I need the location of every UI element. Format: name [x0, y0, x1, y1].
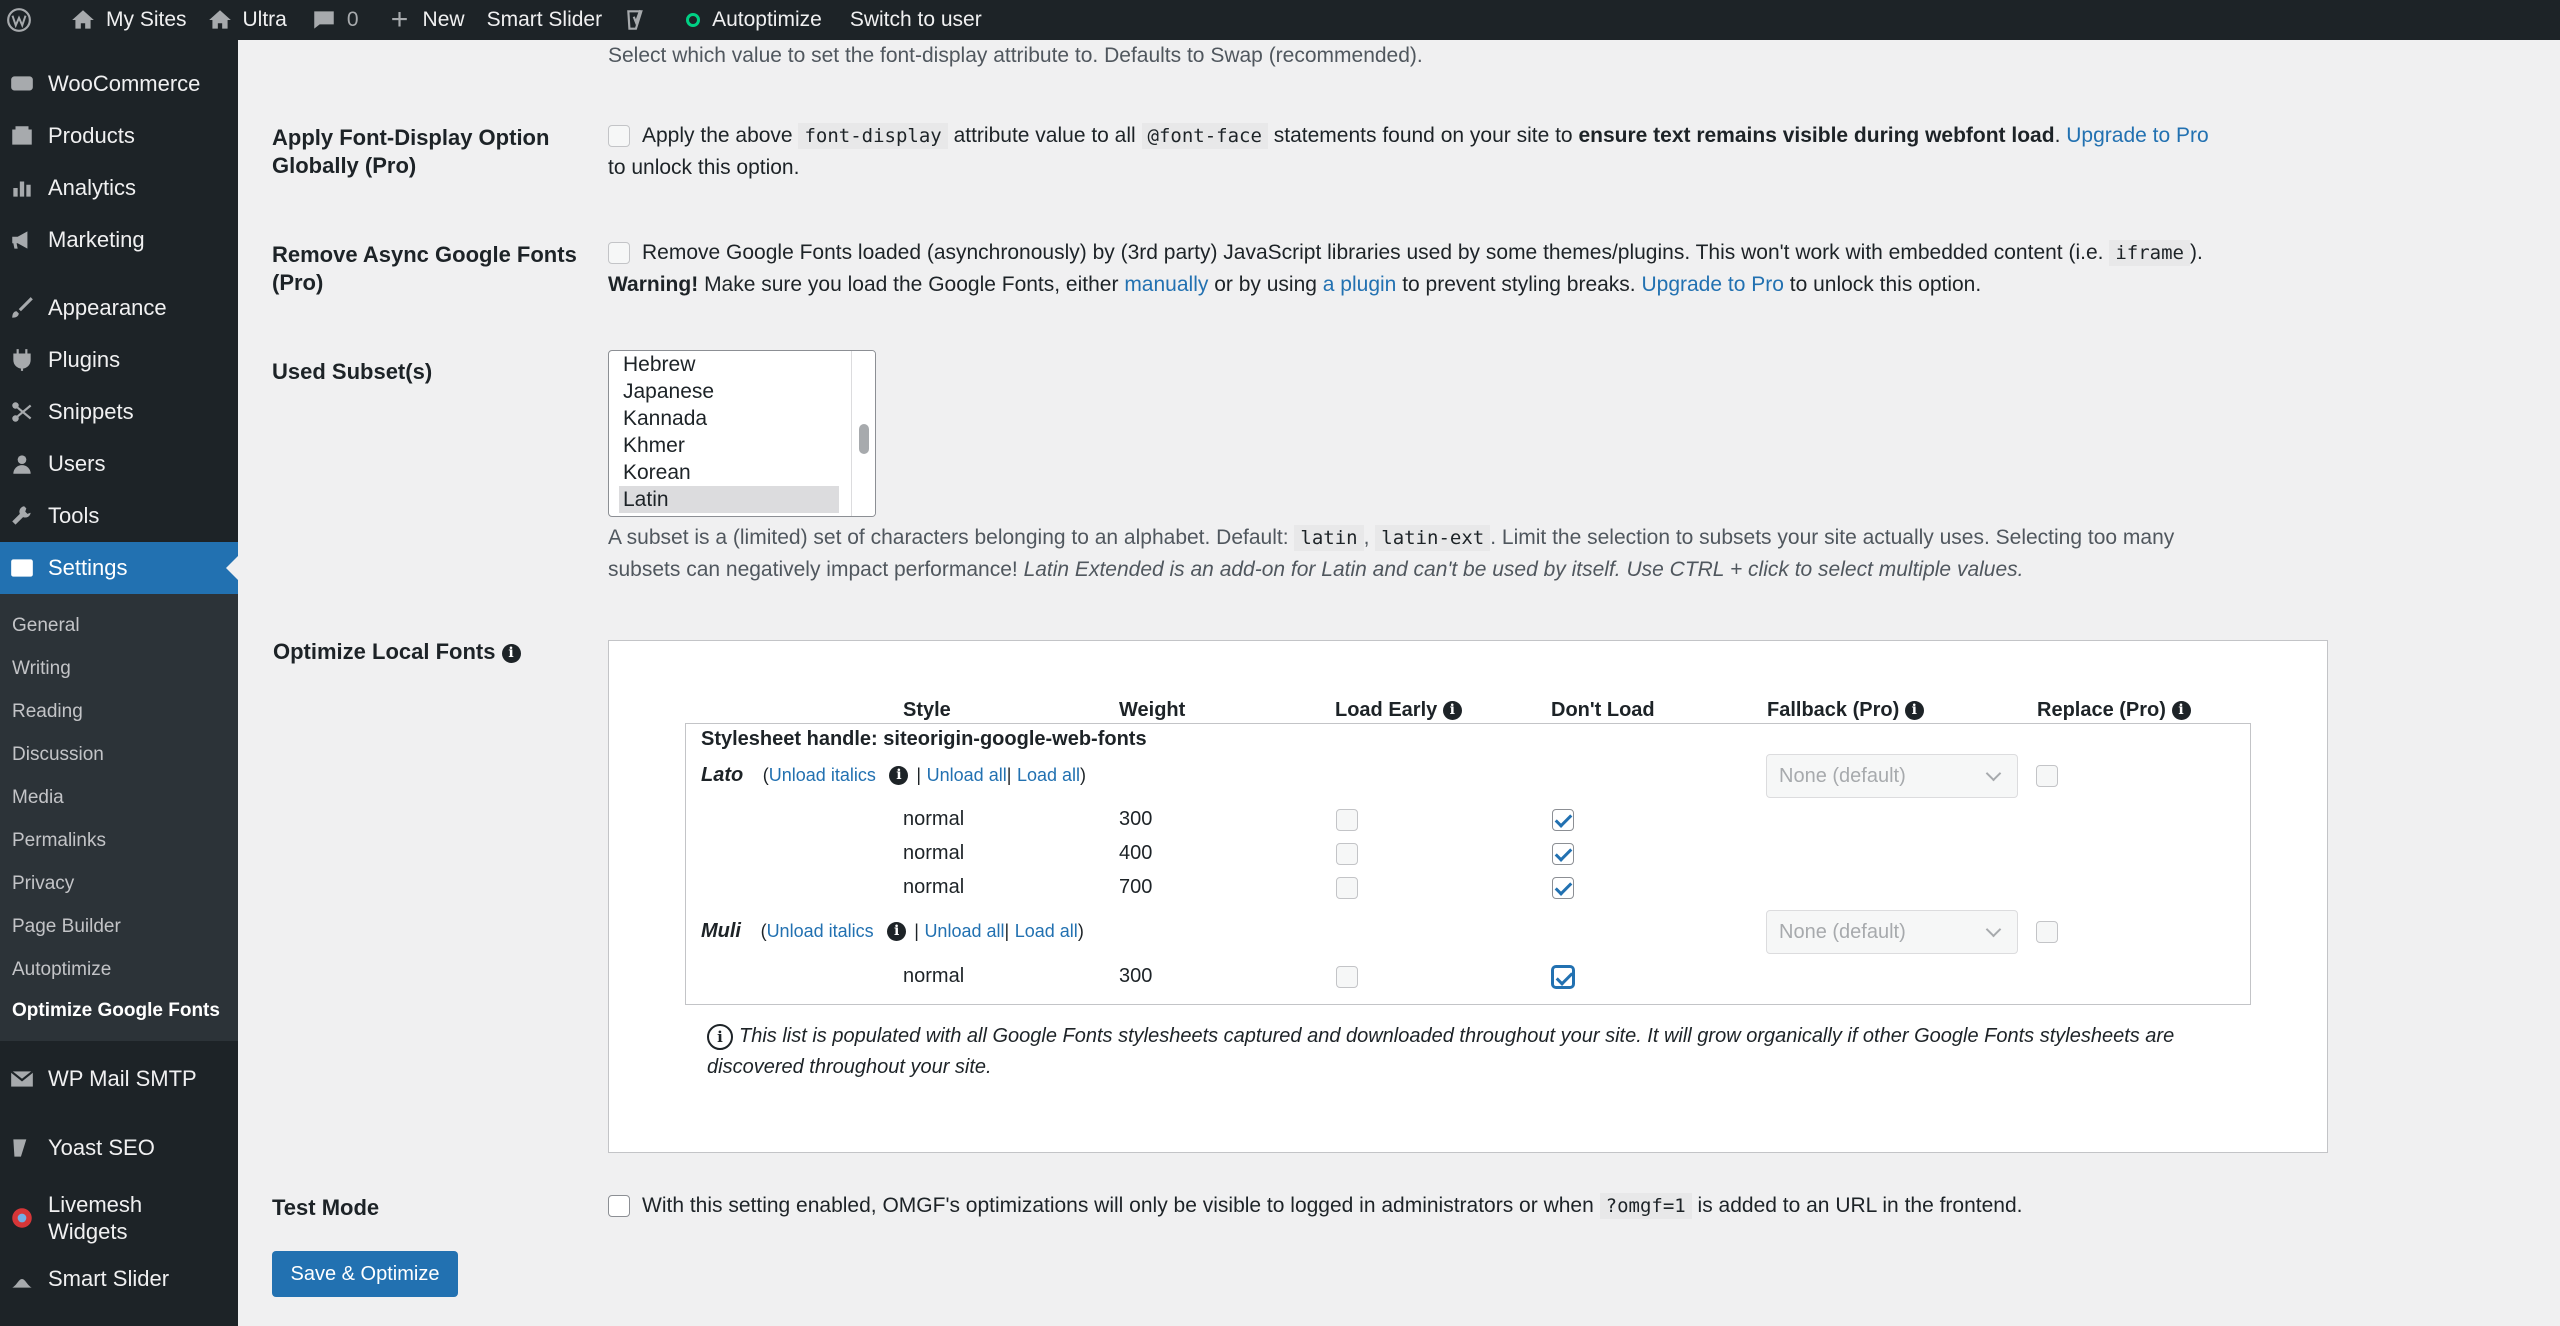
- test-mode-field: With this setting enabled, OMGF's optimizations will only be visible to logged in administrators or when ?omgf=1 is added to an URL in the frontend.: [608, 1190, 2560, 1222]
- submenu-privacy[interactable]: Privacy: [12, 872, 75, 894]
- products-icon: [8, 122, 36, 150]
- load-all-link[interactable]: Load all: [1016, 765, 1081, 785]
- code-latin: latin: [1294, 525, 1363, 551]
- my-sites-label: My Sites: [106, 8, 187, 31]
- unload-italics-link[interactable]: Unload italics: [768, 765, 876, 785]
- analytics-icon: [8, 174, 36, 202]
- header-fallback: Fallback (Pro) i: [1767, 699, 1924, 722]
- load-early-checkbox[interactable]: [1336, 809, 1358, 831]
- apply-font-display-checkbox[interactable]: [608, 125, 630, 147]
- menu-analytics[interactable]: [0, 162, 238, 214]
- wordpress-logo-item[interactable]: [0, 0, 56, 40]
- subsets-description: A subset is a (limited) set of characters belonging to an alphabet. Default: latin , latin-ext . Limit the selection to subsets your site actually uses. Selecting too many subsets can negatively impact performance! Latin Extended is an add-on for Latin and can't be used by itself. Use CTRL + click to select multiple values.: [608, 526, 2175, 581]
- menu-wp-mail-smtp[interactable]: [0, 1045, 238, 1113]
- switch-user-label: Switch to user: [849, 8, 982, 31]
- dont-load-checkbox[interactable]: [1552, 877, 1574, 899]
- load-early-checkbox[interactable]: [1336, 966, 1358, 988]
- dont-load-checkbox[interactable]: [1552, 809, 1574, 831]
- upgrade-to-pro-link[interactable]: Upgrade to Pro: [2066, 124, 2209, 147]
- menu-plugins[interactable]: [0, 334, 238, 386]
- code-font-display: font-display: [798, 123, 947, 149]
- header-style: Style: [903, 699, 951, 721]
- optimize-local-fonts-label: Optimize Local Fonts i: [273, 638, 583, 666]
- site-name-item[interactable]: [205, 0, 301, 40]
- submenu-writing[interactable]: Writing: [12, 657, 71, 679]
- menu-label: WooCommerce: [48, 71, 201, 96]
- font-family-row: Lato (Unload italics i | Unload all| Load all): [701, 764, 1087, 786]
- local-fonts-area: [238, 640, 2560, 1160]
- dont-load-checkbox[interactable]: [1552, 966, 1574, 988]
- menu-yoast-seo[interactable]: [0, 1113, 238, 1183]
- settings-icon: [8, 554, 36, 582]
- fallback-select[interactable]: None (default): [1766, 754, 2018, 798]
- slider-icon: [8, 1265, 36, 1293]
- menu-users[interactable]: [0, 438, 238, 490]
- variant-style: normal: [903, 842, 965, 864]
- menu-label: Tools: [48, 503, 100, 528]
- menu-products[interactable]: [0, 110, 238, 162]
- subsets-wrap: [238, 350, 938, 520]
- load-all-link[interactable]: Load all: [1014, 921, 1078, 941]
- submenu-general[interactable]: General: [12, 614, 80, 636]
- subset-option[interactable]: Hebrew: [623, 353, 696, 376]
- subset-option[interactable]: Japanese: [623, 380, 715, 403]
- used-subsets-label: Used Subset(s): [272, 359, 433, 384]
- menu-label: Products: [48, 123, 135, 148]
- info-icon[interactable]: i: [1443, 701, 1462, 720]
- submenu-media[interactable]: Media: [12, 786, 64, 808]
- menu-woocommerce[interactable]: [0, 58, 238, 110]
- test-mode-checkbox[interactable]: [608, 1195, 630, 1217]
- variant-style: normal: [903, 965, 965, 987]
- subset-option[interactable]: Korean: [623, 461, 691, 484]
- listbox-scrollbar[interactable]: [851, 351, 875, 516]
- header-dont-load: Don't Load: [1551, 699, 1655, 721]
- comments-count: 0: [346, 8, 359, 31]
- switch-user-item[interactable]: [850, 0, 996, 40]
- menu-label: Analytics: [48, 175, 137, 200]
- code-latin-ext: latin-ext: [1375, 525, 1490, 551]
- smart-slider-item[interactable]: [487, 0, 617, 40]
- info-icon[interactable]: i: [2172, 701, 2191, 720]
- header-load-early: Load Early i: [1335, 699, 1462, 722]
- menu-label: Smart Slider: [48, 1266, 170, 1291]
- stylesheet-handle: Stylesheet handle: siteorigin-google-web-fonts: [701, 728, 1147, 750]
- load-early-checkbox[interactable]: [1336, 843, 1358, 865]
- info-icon[interactable]: i: [889, 766, 908, 785]
- new-label: New: [422, 8, 465, 31]
- replace-checkbox[interactable]: [2036, 765, 2058, 787]
- variant-weight: 300: [1119, 808, 1153, 830]
- unload-all-link[interactable]: Unload all: [924, 921, 1005, 941]
- woocommerce-icon: [8, 70, 36, 98]
- users-icon: [8, 450, 36, 478]
- autoptimize-item[interactable]: [682, 0, 836, 40]
- dont-load-checkbox[interactable]: [1552, 843, 1574, 865]
- comments-item[interactable]: [309, 0, 373, 40]
- variant-style: normal: [903, 876, 965, 898]
- fallback-select[interactable]: None (default): [1766, 910, 2018, 954]
- save-optimize-button[interactable]: Save & Optimize: [272, 1251, 458, 1297]
- menu-settings[interactable]: [0, 542, 238, 594]
- submenu-reading[interactable]: Reading: [12, 700, 83, 722]
- appearance-icon: [8, 294, 36, 322]
- font-name: Muli: [701, 920, 741, 942]
- manually-link[interactable]: manually: [1124, 273, 1209, 296]
- settings-content: [238, 40, 2560, 1326]
- submenu-discussion[interactable]: Discussion: [12, 743, 104, 765]
- info-circle-icon: i: [707, 1024, 733, 1050]
- yoast-item[interactable]: [622, 0, 674, 40]
- admin-sidebar: [0, 40, 238, 1326]
- snippets-icon: [8, 398, 36, 426]
- header-weight: Weight: [1119, 699, 1186, 721]
- yoast-icon: [622, 5, 652, 35]
- info-icon[interactable]: i: [887, 922, 906, 941]
- subsets-listbox[interactable]: [608, 350, 876, 517]
- menu-label: Marketing: [48, 227, 145, 252]
- font-name: Lato: [701, 764, 744, 786]
- submenu-page-builder[interactable]: Page Builder: [12, 915, 121, 937]
- plus-icon: +: [390, 3, 409, 36]
- status-dot-icon: [686, 13, 700, 27]
- header-replace: Replace (Pro) i: [2037, 699, 2191, 722]
- menu-tools[interactable]: [0, 490, 238, 542]
- info-icon[interactable]: i: [502, 644, 521, 663]
- subset-option[interactable]: Kannada: [623, 407, 708, 430]
- livemesh-icon: [8, 1204, 36, 1232]
- submenu-autoptimize[interactable]: Autoptimize: [12, 958, 112, 980]
- font-display-description: Select which value to set the font-display attribute to. Defaults to Swap (recommended).: [608, 44, 1423, 67]
- load-early-checkbox[interactable]: [1336, 877, 1358, 899]
- home-icon: [205, 5, 235, 35]
- font-family-row: Muli (Unload italics i | Unload all| Load all): [701, 920, 1084, 942]
- menu-smart-slider[interactable]: [0, 1253, 238, 1305]
- menu-label: Yoast SEO: [48, 1135, 155, 1160]
- subset-option-selected[interactable]: Latin: [619, 486, 839, 513]
- scrollbar-thumb[interactable]: [859, 424, 869, 454]
- apply-font-display-label: Apply Font-Display Option Globally (Pro): [272, 125, 550, 178]
- stylesheet-table: [685, 723, 2251, 1005]
- yoast-icon: [8, 1134, 36, 1162]
- wordpress-icon: [4, 5, 34, 35]
- a-plugin-link[interactable]: a plugin: [1322, 273, 1397, 296]
- admin-bar: [0, 0, 2560, 40]
- variant-style: normal: [903, 808, 965, 830]
- subset-option[interactable]: Khmer: [623, 434, 685, 457]
- menu-appearance[interactable]: [0, 282, 238, 334]
- menu-marketing[interactable]: [0, 214, 238, 266]
- smart-slider-label: Smart Slider: [486, 8, 603, 31]
- info-icon[interactable]: i: [1905, 701, 1924, 720]
- my-sites-icon: [68, 5, 98, 35]
- mail-icon: [8, 1065, 36, 1093]
- menu-label: WP Mail SMTP: [48, 1066, 197, 1091]
- menu-livemesh-widgets[interactable]: [0, 1183, 238, 1253]
- too-many-link[interactable]: too many: [2087, 526, 2175, 549]
- menu-label: Plugins: [48, 347, 121, 372]
- apply-font-display-field: Apply the above font-display attribute value to all @font-face statements found on your site to ensure text remains visible during webfont load. Upgrade to Pro to unlock this option.: [608, 124, 2209, 179]
- variant-weight: 300: [1119, 965, 1153, 987]
- code-iframe: iframe: [2109, 240, 2190, 266]
- variant-weight: 700: [1119, 876, 1153, 898]
- marketing-icon: [8, 226, 36, 254]
- code-font-face: @font-face: [1142, 123, 1268, 149]
- replace-checkbox[interactable]: [2036, 921, 2058, 943]
- menu-snippets[interactable]: [0, 386, 238, 438]
- upgrade-to-pro-link[interactable]: Upgrade to Pro: [1641, 273, 1784, 296]
- unload-italics-link[interactable]: Unload italics: [766, 921, 874, 941]
- autoptimize-label: Autoptimize: [712, 8, 822, 31]
- remove-async-checkbox[interactable]: [608, 242, 630, 264]
- unload-all-link[interactable]: Unload all: [926, 765, 1007, 785]
- my-sites-item[interactable]: [68, 0, 201, 40]
- menu-label: Users: [48, 451, 106, 476]
- menu-label: Livemesh Widgets: [48, 1192, 143, 1244]
- remove-async-field: Remove Google Fonts loaded (asynchronously) by (3rd party) JavaScript libraries used by some themes/plugins. This won't work with embedded content (i.e. iframe ). Warning! Make sure you load the Google Fonts, either manually or by using a plugin to prevent styling breaks. Upgrade to Pro to unlock this option.: [608, 241, 2203, 296]
- submenu-permalinks[interactable]: Permalinks: [12, 829, 106, 851]
- menu-label: Settings: [48, 555, 128, 580]
- submenu-optimize-google-fonts[interactable]: Optimize Google Fonts: [12, 1000, 220, 1021]
- fonts-list-note: i This list is populated with all Google Fonts stylesheets captured and downloaded throughout your site. It will grow organically if other Google Fonts stylesheets are discovered throughout your site.: [707, 1025, 2175, 1078]
- comment-icon: [309, 5, 339, 35]
- new-content-item[interactable]: [385, 0, 479, 40]
- plugins-icon: [8, 346, 36, 374]
- tools-icon: [8, 502, 36, 530]
- variant-weight: 400: [1119, 842, 1153, 864]
- menu-label: Appearance: [48, 295, 167, 320]
- site-name-label: Ultra: [242, 8, 287, 31]
- test-mode-label: Test Mode: [272, 1195, 380, 1220]
- settings-submenu: [0, 594, 238, 1041]
- local-fonts-panel: [608, 640, 2328, 1153]
- code-omgf: ?omgf=1: [1600, 1193, 1692, 1219]
- remove-async-label: Remove Async Google Fonts (Pro): [272, 242, 577, 295]
- menu-label: Snippets: [48, 399, 134, 424]
